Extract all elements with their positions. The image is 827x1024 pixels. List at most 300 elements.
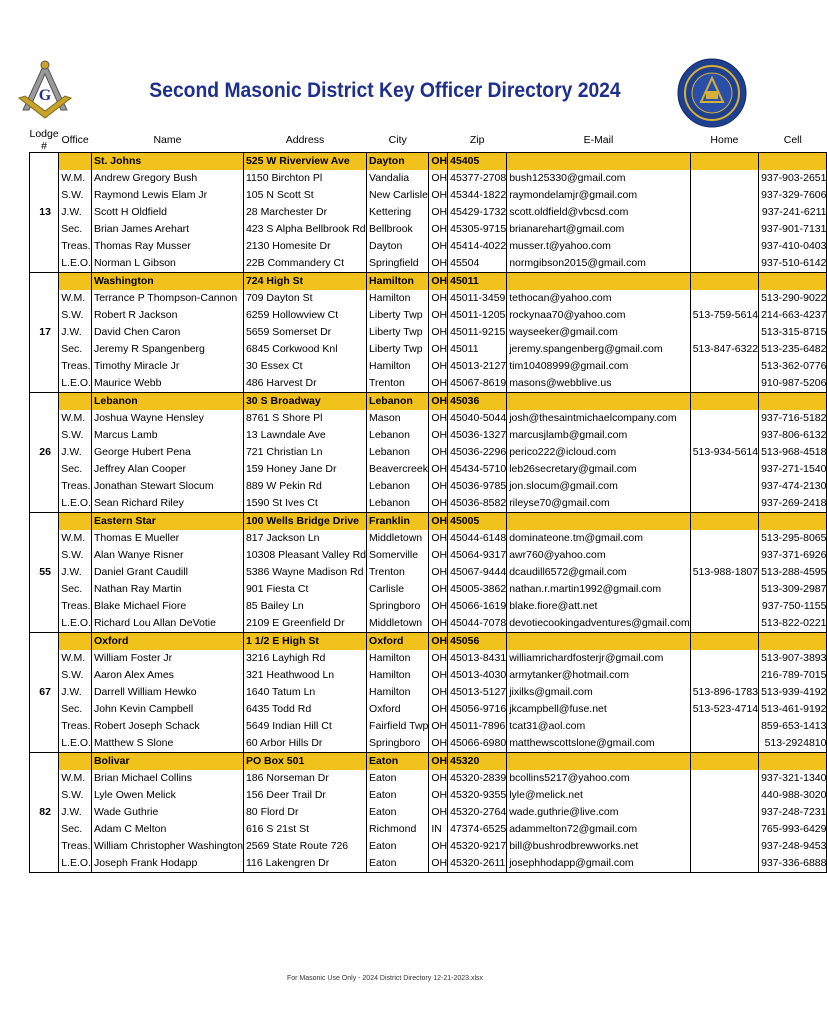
officer-cell-phone: 214-663-4237: [759, 307, 827, 324]
lodge-office-blank: [59, 273, 92, 291]
header-row: [30, 128, 827, 153]
officer-email[interactable]: masons@webblive.us: [507, 375, 691, 393]
officer-home-phone: [690, 461, 758, 478]
officer-city: Mason: [367, 410, 429, 427]
officer-city: Oxford: [367, 701, 429, 718]
officer-name: Maurice Webb: [91, 375, 243, 393]
officer-zip: 45429-1732: [448, 204, 507, 221]
officer-zip: 45067-8619: [448, 375, 507, 393]
lodge-email-blank: [507, 153, 691, 171]
officer-row: [30, 461, 827, 478]
officer-state: OH: [429, 221, 448, 238]
officer-city: Eaton: [367, 804, 429, 821]
officer-cell-phone: 513-235-6482: [759, 341, 827, 358]
lodge-name: Bolivar: [91, 753, 243, 771]
officer-cell-phone: 937-716-5182: [759, 410, 827, 427]
lodge-zip: 45056: [448, 633, 507, 651]
officer-row: [30, 667, 827, 684]
lodge-header-row: [30, 513, 827, 531]
officer-name: Joshua Wayne Hensley: [91, 410, 243, 427]
officer-zip: 45320-9217: [448, 838, 507, 855]
officer-name: Aaron Alex Ames: [91, 667, 243, 684]
officer-home-phone: [690, 804, 758, 821]
col-state: [429, 128, 448, 153]
officer-address: 3216 Layhigh Rd: [243, 650, 366, 667]
officer-cell-phone: 937-371-6926: [759, 547, 827, 564]
officer-name: Richard Lou Allan DeVotie: [91, 615, 243, 633]
officer-cell-phone: 513-290-9022: [759, 290, 827, 307]
officer-home-phone: [690, 598, 758, 615]
officer-office: W.M.: [59, 170, 92, 187]
officer-email[interactable]: dominateone.tm@gmail.com: [507, 530, 691, 547]
officer-email[interactable]: armytanker@hotmail.com: [507, 667, 691, 684]
officer-email[interactable]: brianarehart@gmail.com: [507, 221, 691, 238]
officer-home-phone: [690, 770, 758, 787]
officer-row: [30, 341, 827, 358]
officer-city: Hamilton: [367, 684, 429, 701]
officer-cell-phone: 937-806-6132: [759, 427, 827, 444]
officer-cell-phone: 513-822-0221: [759, 615, 827, 633]
lodge-header-row: [30, 393, 827, 411]
lodge-email-blank: [507, 273, 691, 291]
officer-city: Hamilton: [367, 290, 429, 307]
officer-email[interactable]: bill@bushrodbrewworks.net: [507, 838, 691, 855]
officer-state: OH: [429, 170, 448, 187]
officer-address: 709 Dayton St: [243, 290, 366, 307]
page-title: Second Masonic District Key Officer Directory 2024: [149, 79, 621, 102]
officer-cell-phone: 937-271-1540: [759, 461, 827, 478]
officer-home-phone: [690, 290, 758, 307]
col-address: Address: [285, 134, 325, 146]
officer-email[interactable]: perico222@icloud.com: [507, 444, 691, 461]
officer-zip: 45040-5044: [448, 410, 507, 427]
officer-address: 5649 Indian Hill Ct: [243, 718, 366, 735]
officer-name: Jeremy R Spangenberg: [91, 341, 243, 358]
officer-address: 30 Essex Ct: [243, 358, 366, 375]
officer-home-phone: [690, 478, 758, 495]
lodge-home-blank: [690, 153, 758, 171]
officer-zip: 45320-2611: [448, 855, 507, 873]
officer-row: [30, 701, 827, 718]
officer-address: 6435 Todd Rd: [243, 701, 366, 718]
officer-name: Timothy Miracle Jr: [91, 358, 243, 375]
lodge-header-row: [30, 633, 827, 651]
officer-address: 901 Fiesta Ct: [243, 581, 366, 598]
officer-email[interactable]: leb26secretary@gmail.com: [507, 461, 691, 478]
officer-home-phone: [690, 238, 758, 255]
officer-address: 80 Flord Dr: [243, 804, 366, 821]
officer-city: Beavercreek: [367, 461, 429, 478]
officer-home-phone: [690, 170, 758, 187]
officer-address: 1150 Birchton Pl: [243, 170, 366, 187]
officer-name: Jonathan Stewart Slocum: [91, 478, 243, 495]
officer-name: Daniel Grant Caudill: [91, 564, 243, 581]
officer-email[interactable]: wade.guthrie@live.com: [507, 804, 691, 821]
lodge-home-blank: [690, 273, 758, 291]
officer-row: [30, 650, 827, 667]
officer-office: L.E.O.: [59, 495, 92, 513]
lodge-name: Lebanon: [91, 393, 243, 411]
officer-city: Bellbrook: [367, 221, 429, 238]
officer-row: [30, 221, 827, 238]
lodge-cell-blank: [759, 393, 827, 411]
officer-state: OH: [429, 718, 448, 735]
officer-zip: 45013-8431: [448, 650, 507, 667]
officer-email[interactable]: bush125330@gmail.com: [507, 170, 691, 187]
officer-email[interactable]: tim10408999@gmail.com: [507, 358, 691, 375]
officer-city: Lebanon: [367, 478, 429, 495]
officer-address: 60 Arbor Hills Dr: [243, 735, 366, 753]
lodge-header-row: [30, 153, 827, 171]
officer-email[interactable]: josh@thesaintmichaelcompany.com: [507, 410, 691, 427]
officer-email[interactable]: awr760@yahoo.com: [507, 547, 691, 564]
officer-office: S.W.: [59, 307, 92, 324]
officer-address: 2109 E Greenfield Dr: [243, 615, 366, 633]
officer-name: William Christopher Washington: [91, 838, 243, 855]
officer-directory-table: [29, 128, 827, 873]
officer-state: OH: [429, 410, 448, 427]
officer-address: 1590 St Ives Ct: [243, 495, 366, 513]
officer-row: [30, 838, 827, 855]
lodge-cell-blank: [759, 153, 827, 171]
officer-zip: 45320-2839: [448, 770, 507, 787]
officer-city: Somerville: [367, 547, 429, 564]
officer-city: Hamilton: [367, 358, 429, 375]
officer-row: [30, 204, 827, 221]
col-office: Office: [61, 134, 89, 146]
officer-home-phone: [690, 838, 758, 855]
officer-email[interactable]: scott.oldfield@vbcsd.com: [507, 204, 691, 221]
officer-address: 1640 Tatum Ln: [243, 684, 366, 701]
lodge-state: OH: [429, 633, 448, 651]
officer-city: Dayton: [367, 238, 429, 255]
officer-state: OH: [429, 581, 448, 598]
officer-state: OH: [429, 341, 448, 358]
lodge-home-blank: [690, 633, 758, 651]
officer-email[interactable]: jeremy.spangenberg@gmail.com: [507, 341, 691, 358]
officer-name: George Hubert Pena: [91, 444, 243, 461]
officer-zip: 45036-9785: [448, 478, 507, 495]
officer-name: Sean Richard Riley: [91, 495, 243, 513]
officer-address: 2569 State Route 726: [243, 838, 366, 855]
officer-email[interactable]: wayseeker@gmail.com: [507, 324, 691, 341]
officer-cell-phone: 513-461-9192: [759, 701, 827, 718]
officer-zip: 45066-1619: [448, 598, 507, 615]
officer-address: 817 Jackson Ln: [243, 530, 366, 547]
officer-city: New Carlisle: [367, 187, 429, 204]
officer-office: J.W.: [59, 564, 92, 581]
officer-address: 486 Harvest Dr: [243, 375, 366, 393]
officer-state: OH: [429, 478, 448, 495]
officer-email[interactable]: blake.fiore@att.net: [507, 598, 691, 615]
officer-office: Sec.: [59, 581, 92, 598]
lodge-header-row: [30, 273, 827, 291]
col-email: E-Mail: [583, 134, 614, 146]
officer-name: Brian Michael Collins: [91, 770, 243, 787]
officer-name: Thomas Ray Musser: [91, 238, 243, 255]
officer-cell-phone: 859-653-1413: [759, 718, 827, 735]
officer-state: OH: [429, 667, 448, 684]
officer-address: 10308 Pleasant Valley Rd: [243, 547, 366, 564]
officer-city: Middletown: [367, 615, 429, 633]
officer-state: OH: [429, 770, 448, 787]
officer-cell-phone: 513-907-3893: [759, 650, 827, 667]
officer-office: W.M.: [59, 650, 92, 667]
officer-city: Liberty Twp: [367, 307, 429, 324]
officer-row: [30, 290, 827, 307]
officer-name: Norman L Gibson: [91, 255, 243, 273]
officer-zip: 45011-1205: [448, 307, 507, 324]
officer-home-phone: [690, 358, 758, 375]
officer-state: OH: [429, 358, 448, 375]
officer-row: [30, 530, 827, 547]
officer-office: Sec.: [59, 341, 92, 358]
officer-office: Treas.: [59, 598, 92, 615]
officer-address: 156 Deer Trail Dr: [243, 787, 366, 804]
lodge-name: Eastern Star: [91, 513, 243, 531]
officer-home-phone: [690, 581, 758, 598]
officer-office: Treas.: [59, 718, 92, 735]
lodge-cell-blank: [759, 273, 827, 291]
officer-email[interactable]: jixilks@gmail.com: [507, 684, 691, 701]
lodge-cell-blank: [759, 633, 827, 651]
col-home: Home: [710, 134, 739, 146]
lodge-state: OH: [429, 153, 448, 171]
officer-city: Trenton: [367, 375, 429, 393]
directory-body: [30, 153, 827, 873]
officer-city: Fairfield Twp: [367, 718, 429, 735]
officer-home-phone: [690, 204, 758, 221]
lodge-email-blank: [507, 633, 691, 651]
lodge-city: Oxford: [367, 633, 429, 651]
officer-state: OH: [429, 804, 448, 821]
officer-office: Sec.: [59, 821, 92, 838]
officer-state: OH: [429, 290, 448, 307]
officer-home-phone: [690, 667, 758, 684]
officer-office: S.W.: [59, 187, 92, 204]
officer-state: OH: [429, 495, 448, 513]
officer-office: W.M.: [59, 290, 92, 307]
officer-address: 616 S 21st St: [243, 821, 366, 838]
officer-state: OH: [429, 204, 448, 221]
officer-zip: 45377-2708: [448, 170, 507, 187]
officer-city: Springfield: [367, 255, 429, 273]
lodge-city: Dayton: [367, 153, 429, 171]
officer-address: 321 Heathwood Ln: [243, 667, 366, 684]
officer-row: [30, 375, 827, 393]
officer-cell-phone: 513-939-4192: [759, 684, 827, 701]
officer-email[interactable]: tcat31@aol.com: [507, 718, 691, 735]
officer-office: Sec.: [59, 701, 92, 718]
officer-zip: 45011: [448, 341, 507, 358]
col-lodge: Lodge #: [29, 128, 59, 152]
lodge-address: 1 1/2 E High St: [243, 633, 366, 651]
officer-row: [30, 307, 827, 324]
footer-note: For Masonic Use Only - 2024 District Directory 12-21-2023.xlsx: [286, 975, 484, 982]
officer-state: OH: [429, 855, 448, 873]
officer-home-phone: 513-934-5614: [690, 444, 758, 461]
officer-address: 6259 Hollowview Ct: [243, 307, 366, 324]
officer-home-phone: [690, 718, 758, 735]
officer-office: S.W.: [59, 427, 92, 444]
officer-email[interactable]: adammelton72@gmail.com: [507, 821, 691, 838]
officer-email[interactable]: jkcampbell@fuse.net: [507, 701, 691, 718]
officer-cell-phone: 440-988-3020: [759, 787, 827, 804]
officer-name: Adam C Melton: [91, 821, 243, 838]
officer-city: Eaton: [367, 787, 429, 804]
officer-city: Eaton: [367, 770, 429, 787]
officer-row: [30, 187, 827, 204]
lodge-office-blank: [59, 393, 92, 411]
officer-state: OH: [429, 615, 448, 633]
officer-zip: 45036-2296: [448, 444, 507, 461]
officer-zip: 45305-9715: [448, 221, 507, 238]
lodge-office-blank: [59, 753, 92, 771]
officer-state: OH: [429, 838, 448, 855]
lodge-number: 26: [30, 393, 59, 513]
officer-home-phone: [690, 410, 758, 427]
officer-zip: 45320-2764: [448, 804, 507, 821]
lodge-zip: 45320: [448, 753, 507, 771]
officer-email[interactable]: nathan.r.martin1992@gmail.com: [507, 581, 691, 598]
lodge-city: Hamilton: [367, 273, 429, 291]
officer-row: [30, 564, 827, 581]
lodge-city: Lebanon: [367, 393, 429, 411]
officer-office: L.E.O.: [59, 615, 92, 633]
officer-zip: 45064-9317: [448, 547, 507, 564]
lodge-zip: 45405: [448, 153, 507, 171]
officer-row: [30, 444, 827, 461]
officer-zip: 45013-2127: [448, 358, 507, 375]
officer-name: Terrance P Thompson-Cannon: [91, 290, 243, 307]
officer-email[interactable]: normgibson2015@gmail.com: [507, 255, 691, 273]
officer-state: OH: [429, 598, 448, 615]
officer-email[interactable]: lyle@melick.net: [507, 787, 691, 804]
officer-row: [30, 238, 827, 255]
officer-office: Sec.: [59, 461, 92, 478]
officer-email[interactable]: marcusjlamb@gmail.com: [507, 427, 691, 444]
officer-office: L.E.O.: [59, 375, 92, 393]
officer-city: Lebanon: [367, 444, 429, 461]
officer-home-phone: [690, 530, 758, 547]
officer-office: Treas.: [59, 238, 92, 255]
officer-address: 5659 Somerset Dr: [243, 324, 366, 341]
officer-city: Vandalia: [367, 170, 429, 187]
officer-name: William Foster Jr: [91, 650, 243, 667]
officer-row: [30, 581, 827, 598]
lodge-home-blank: [690, 393, 758, 411]
officer-email[interactable]: dcaudill6572@gmail.com: [507, 564, 691, 581]
officer-zip: 45036-8582: [448, 495, 507, 513]
officer-row: [30, 770, 827, 787]
officer-office: S.W.: [59, 667, 92, 684]
officer-email[interactable]: devotiecookingadventures@gmail.com: [507, 615, 691, 633]
lodge-city: Franklin: [367, 513, 429, 531]
lodge-home-blank: [690, 753, 758, 771]
officer-row: [30, 684, 827, 701]
officer-home-phone: 513-988-1807: [690, 564, 758, 581]
officer-row: [30, 324, 827, 341]
officer-city: Middletown: [367, 530, 429, 547]
officer-zip: 45434-5710: [448, 461, 507, 478]
lodge-address: PO Box 501: [243, 753, 366, 771]
officer-name: Jeffrey Alan Cooper: [91, 461, 243, 478]
officer-email[interactable]: raymondelamjr@gmail.com: [507, 187, 691, 204]
officer-email[interactable]: rileyse70@gmail.com: [507, 495, 691, 513]
officer-zip: 47374-6525: [448, 821, 507, 838]
officer-row: [30, 547, 827, 564]
lodge-number: 67: [30, 633, 59, 753]
lodge-zip: 45005: [448, 513, 507, 531]
officer-email[interactable]: bcollins5217@yahoo.com: [507, 770, 691, 787]
officer-zip: 45056-9716: [448, 701, 507, 718]
officer-cell-phone: 937-474-2130: [759, 478, 827, 495]
col-cell: Cell: [783, 134, 802, 146]
lodge-address: 30 S Broadway: [243, 393, 366, 411]
officer-name: Lyle Owen Melick: [91, 787, 243, 804]
officer-city: Liberty Twp: [367, 341, 429, 358]
officer-name: Scott H Oldfield: [91, 204, 243, 221]
officer-cell-phone: 937-241-6211: [759, 204, 827, 221]
lodge-name: Oxford: [91, 633, 243, 651]
officer-email[interactable]: josephhodapp@gmail.com: [507, 855, 691, 873]
officer-address: 721 Christian Ln: [243, 444, 366, 461]
officer-email[interactable]: matthewscottslone@gmail.com: [507, 735, 691, 753]
lodge-office-blank: [59, 633, 92, 651]
officer-address: 105 N Scott St: [243, 187, 366, 204]
officer-name: Darrell William Hewko: [91, 684, 243, 701]
officer-state: OH: [429, 238, 448, 255]
lodge-state: OH: [429, 393, 448, 411]
officer-zip: 45011-9215: [448, 324, 507, 341]
officer-state: OH: [429, 684, 448, 701]
officer-email[interactable]: williamrichardfosterjr@gmail.com: [507, 650, 691, 667]
officer-row: [30, 598, 827, 615]
officer-office: J.W.: [59, 324, 92, 341]
officer-row: [30, 735, 827, 753]
officer-cell-phone: 937-321-1340: [759, 770, 827, 787]
officer-zip: 45013-5127: [448, 684, 507, 701]
officer-row: [30, 410, 827, 427]
officer-email[interactable]: jon.slocum@gmail.com: [507, 478, 691, 495]
lodge-address: 100 Wells Bridge Drive: [243, 513, 366, 531]
officer-state: OH: [429, 324, 448, 341]
col-zip: Zip: [469, 134, 485, 146]
officer-row: [30, 358, 827, 375]
lodge-state: OH: [429, 753, 448, 771]
officer-home-phone: [690, 615, 758, 633]
officer-office: W.M.: [59, 530, 92, 547]
officer-city: Eaton: [367, 855, 429, 873]
officer-email[interactable]: tethocan@yahoo.com: [507, 290, 691, 307]
officer-name: Robert R Jackson: [91, 307, 243, 324]
officer-email[interactable]: rockynaa70@yahoo.com: [507, 307, 691, 324]
officer-address: 186 Norseman Dr: [243, 770, 366, 787]
officer-email[interactable]: musser.t@yahoo.com: [507, 238, 691, 255]
officer-name: Wade Guthrie: [91, 804, 243, 821]
lodge-number: 17: [30, 273, 59, 393]
officer-city: Lebanon: [367, 495, 429, 513]
officer-office: J.W.: [59, 204, 92, 221]
officer-zip: 45013-4030: [448, 667, 507, 684]
officer-state: OH: [429, 564, 448, 581]
officer-zip: 45044-6148: [448, 530, 507, 547]
officer-city: Springboro: [367, 735, 429, 753]
lodge-zip: 45011: [448, 273, 507, 291]
officer-state: OH: [429, 187, 448, 204]
officer-home-phone: [690, 427, 758, 444]
officer-row: [30, 718, 827, 735]
